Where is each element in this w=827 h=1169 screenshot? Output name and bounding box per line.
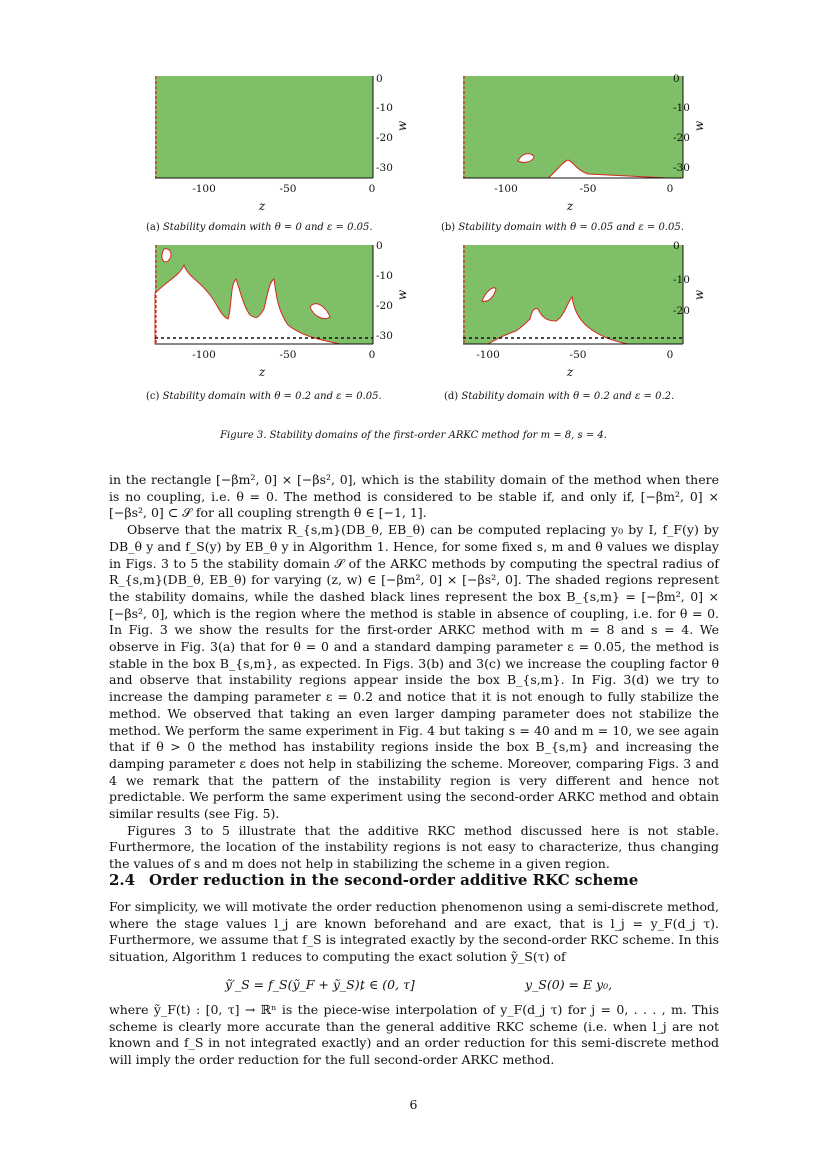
figure-caption: Figure 3. Stability domains of the first-order ARKC method for m = 8, s = 4. <box>220 430 607 441</box>
y-tick: -10 <box>376 102 393 114</box>
y-tick: -20 <box>376 300 393 312</box>
x-tick: -100 <box>192 183 216 195</box>
section-number: 2.4 <box>109 871 136 889</box>
y-axis-label: w <box>692 120 706 132</box>
x-tick: -50 <box>569 349 587 361</box>
x-axis-label: z <box>566 199 574 213</box>
y-axis-label: w <box>395 120 409 132</box>
y-tick: 0 <box>376 240 383 252</box>
y-tick: -10 <box>376 270 393 282</box>
y-tick: -30 <box>376 330 393 342</box>
panel-b-plot <box>448 66 738 216</box>
x-axis-label: z <box>258 199 266 213</box>
section-heading <box>109 871 638 889</box>
y-tick: 0 <box>673 73 680 85</box>
stable-region <box>463 76 683 178</box>
y-axis-label: w <box>395 289 409 301</box>
y-tick: -10 <box>673 102 690 114</box>
x-tick: 0 <box>666 349 674 361</box>
paragraph: where ỹ_F(t) : [0, τ] → ℝⁿ is the piece-wise interpolation of y_F(d_j τ) for j = 0, . . . , m. This scheme is clearly more accurate than the general additive RKC scheme (i.e. when l_j are not known and f_S in not integrated exactly) and an order reduction for this semi-discrete method will imply the order reduction for the full second-order ARKC method. <box>109 1002 719 1068</box>
x-tick: 0 <box>368 349 376 361</box>
paragraph: For simplicity, we will motivate the order reduction phenomenon using a semi-discrete method, where the stage values l_j are known beforehand and are exact, that is l_j = y_F(d_j τ). Furthermore, we assume that f_S is integrated exactly by the second-order RKC scheme. In this situation, Algorithm 1 reduces to computing the exact solution ỹ_S(τ) of <box>109 899 719 965</box>
body-text <box>109 472 719 873</box>
equation-lhs: ỹ′_S = f_S(ỹ_F + ỹ_S), <box>225 977 364 992</box>
y-tick: -20 <box>673 305 690 317</box>
x-tick: -100 <box>192 349 216 361</box>
y-tick: -10 <box>673 274 690 286</box>
x-tick: 0 <box>368 183 376 195</box>
stable-region <box>155 76 373 178</box>
equation-domain: t ∈ (0, τ] <box>360 977 415 992</box>
panel-d <box>448 235 738 385</box>
x-axis-label: z <box>566 365 574 379</box>
caption-a: (a) Stability domain with θ = 0 and ε = 0.05. <box>146 222 373 233</box>
panel-c <box>140 235 430 385</box>
panel-b <box>448 66 738 216</box>
panel-a-plot <box>140 66 430 216</box>
section-title: Order reduction in the second-order additive RKC scheme <box>149 871 639 889</box>
panel-a <box>140 66 430 216</box>
paragraph: in the rectangle [−βm², 0] × [−βs², 0], which is the stability domain of the method when there is no coupling, i.e. θ = 0. The method is considered to be stable if, and only if, [−βm², 0] × [−βs², 0] ⊂ 𝒮 for all coupling strength θ ∈ [−1, 1]. <box>109 472 719 521</box>
x-tick: -100 <box>494 183 518 195</box>
caption-c: (c) Stability domain with θ = 0.2 and ε = 0.05. <box>146 391 382 402</box>
panel-c-plot <box>140 235 430 385</box>
y-tick: -30 <box>673 162 690 174</box>
caption-b: (b) Stability domain with θ = 0.05 and ε = 0.05. <box>441 222 684 233</box>
y-tick: 0 <box>376 73 383 85</box>
x-axis-label: z <box>258 365 266 379</box>
y-tick: 0 <box>673 240 680 252</box>
section-text-continued <box>109 1002 719 1069</box>
section-text <box>109 899 719 966</box>
y-tick: -20 <box>673 132 690 144</box>
paragraph: Observe that the matrix R_{s,m}(DB_θ, EB_θ) can be computed replacing y₀ by I, f_F(y) by DB_θ y and f_S(y) by EB_θ y in Algorithm 1. Hence, for some fixed s, m and θ values we display in Figs. 3 to 5 the stability domain 𝒮 of the ARKC methods by computing the spectral radius of R_{s,m}(DB_θ, EB_θ) for varying (z, w) ∈ [−βm², 0] × [−βs², 0]. The shaded regions represent the stability domains, while the dashed black lines represent the box B_{s,m} = [−βm², 0] × [−βs², 0], which is the region where the method is stable in absence of coupling, i.e. for θ = 0. In Fig. 3 we show the results for the first-order ARKC method with m = 8 and s = 4. We observe in Fig. 3(a) that for θ = 0 and a standard damping parameter ε = 0.05, the method is stable in the box B_{s,m}, as expected. In Figs. 3(b) and 3(c) we increase the coupling factor θ and observe that instability regions appear inside the box B_{s,m}. In Fig. 3(d) we try to increase the damping parameter ε = 0.2 and notice that it is not enough to fully stabilize the method. We observed that taking an even larger damping parameter does not stabilize the method. We perform the same experiment in Fig. 4 but taking s = 40 and m = 10, we see again that if θ > 0 the method has instability regions inside the box B_{s,m} and increasing the damping parameter ε does not help in stabilizing the scheme. Moreover, comparing Figs. 3 and 4 we remark that the pattern of the instability region is very different and hence not predictable. We perform the same experiment using the second-order ARKC method and obtain similar results (see Fig. 5). <box>109 522 719 822</box>
x-tick: -50 <box>279 349 297 361</box>
y-tick: -20 <box>376 132 393 144</box>
y-tick: -30 <box>376 162 393 174</box>
equation-initial: y_S(0) = E y₀, <box>525 977 613 992</box>
panel-d-plot <box>448 235 738 385</box>
x-tick: -100 <box>476 349 500 361</box>
y-axis-label: w <box>692 289 706 301</box>
x-tick: -50 <box>579 183 597 195</box>
page-number: 6 <box>409 1097 418 1112</box>
caption-d: (d) Stability domain with θ = 0.2 and ε = 0.2. <box>444 391 675 402</box>
x-tick: 0 <box>666 183 674 195</box>
x-tick: -50 <box>279 183 297 195</box>
paragraph: Figures 3 to 5 illustrate that the additive RKC method discussed here is not stable. Furthermore, the location of the instability regions is not easy to characterize, thus changing the values of s and m does not help in stabilizing the scheme in a given region. <box>109 822 719 872</box>
